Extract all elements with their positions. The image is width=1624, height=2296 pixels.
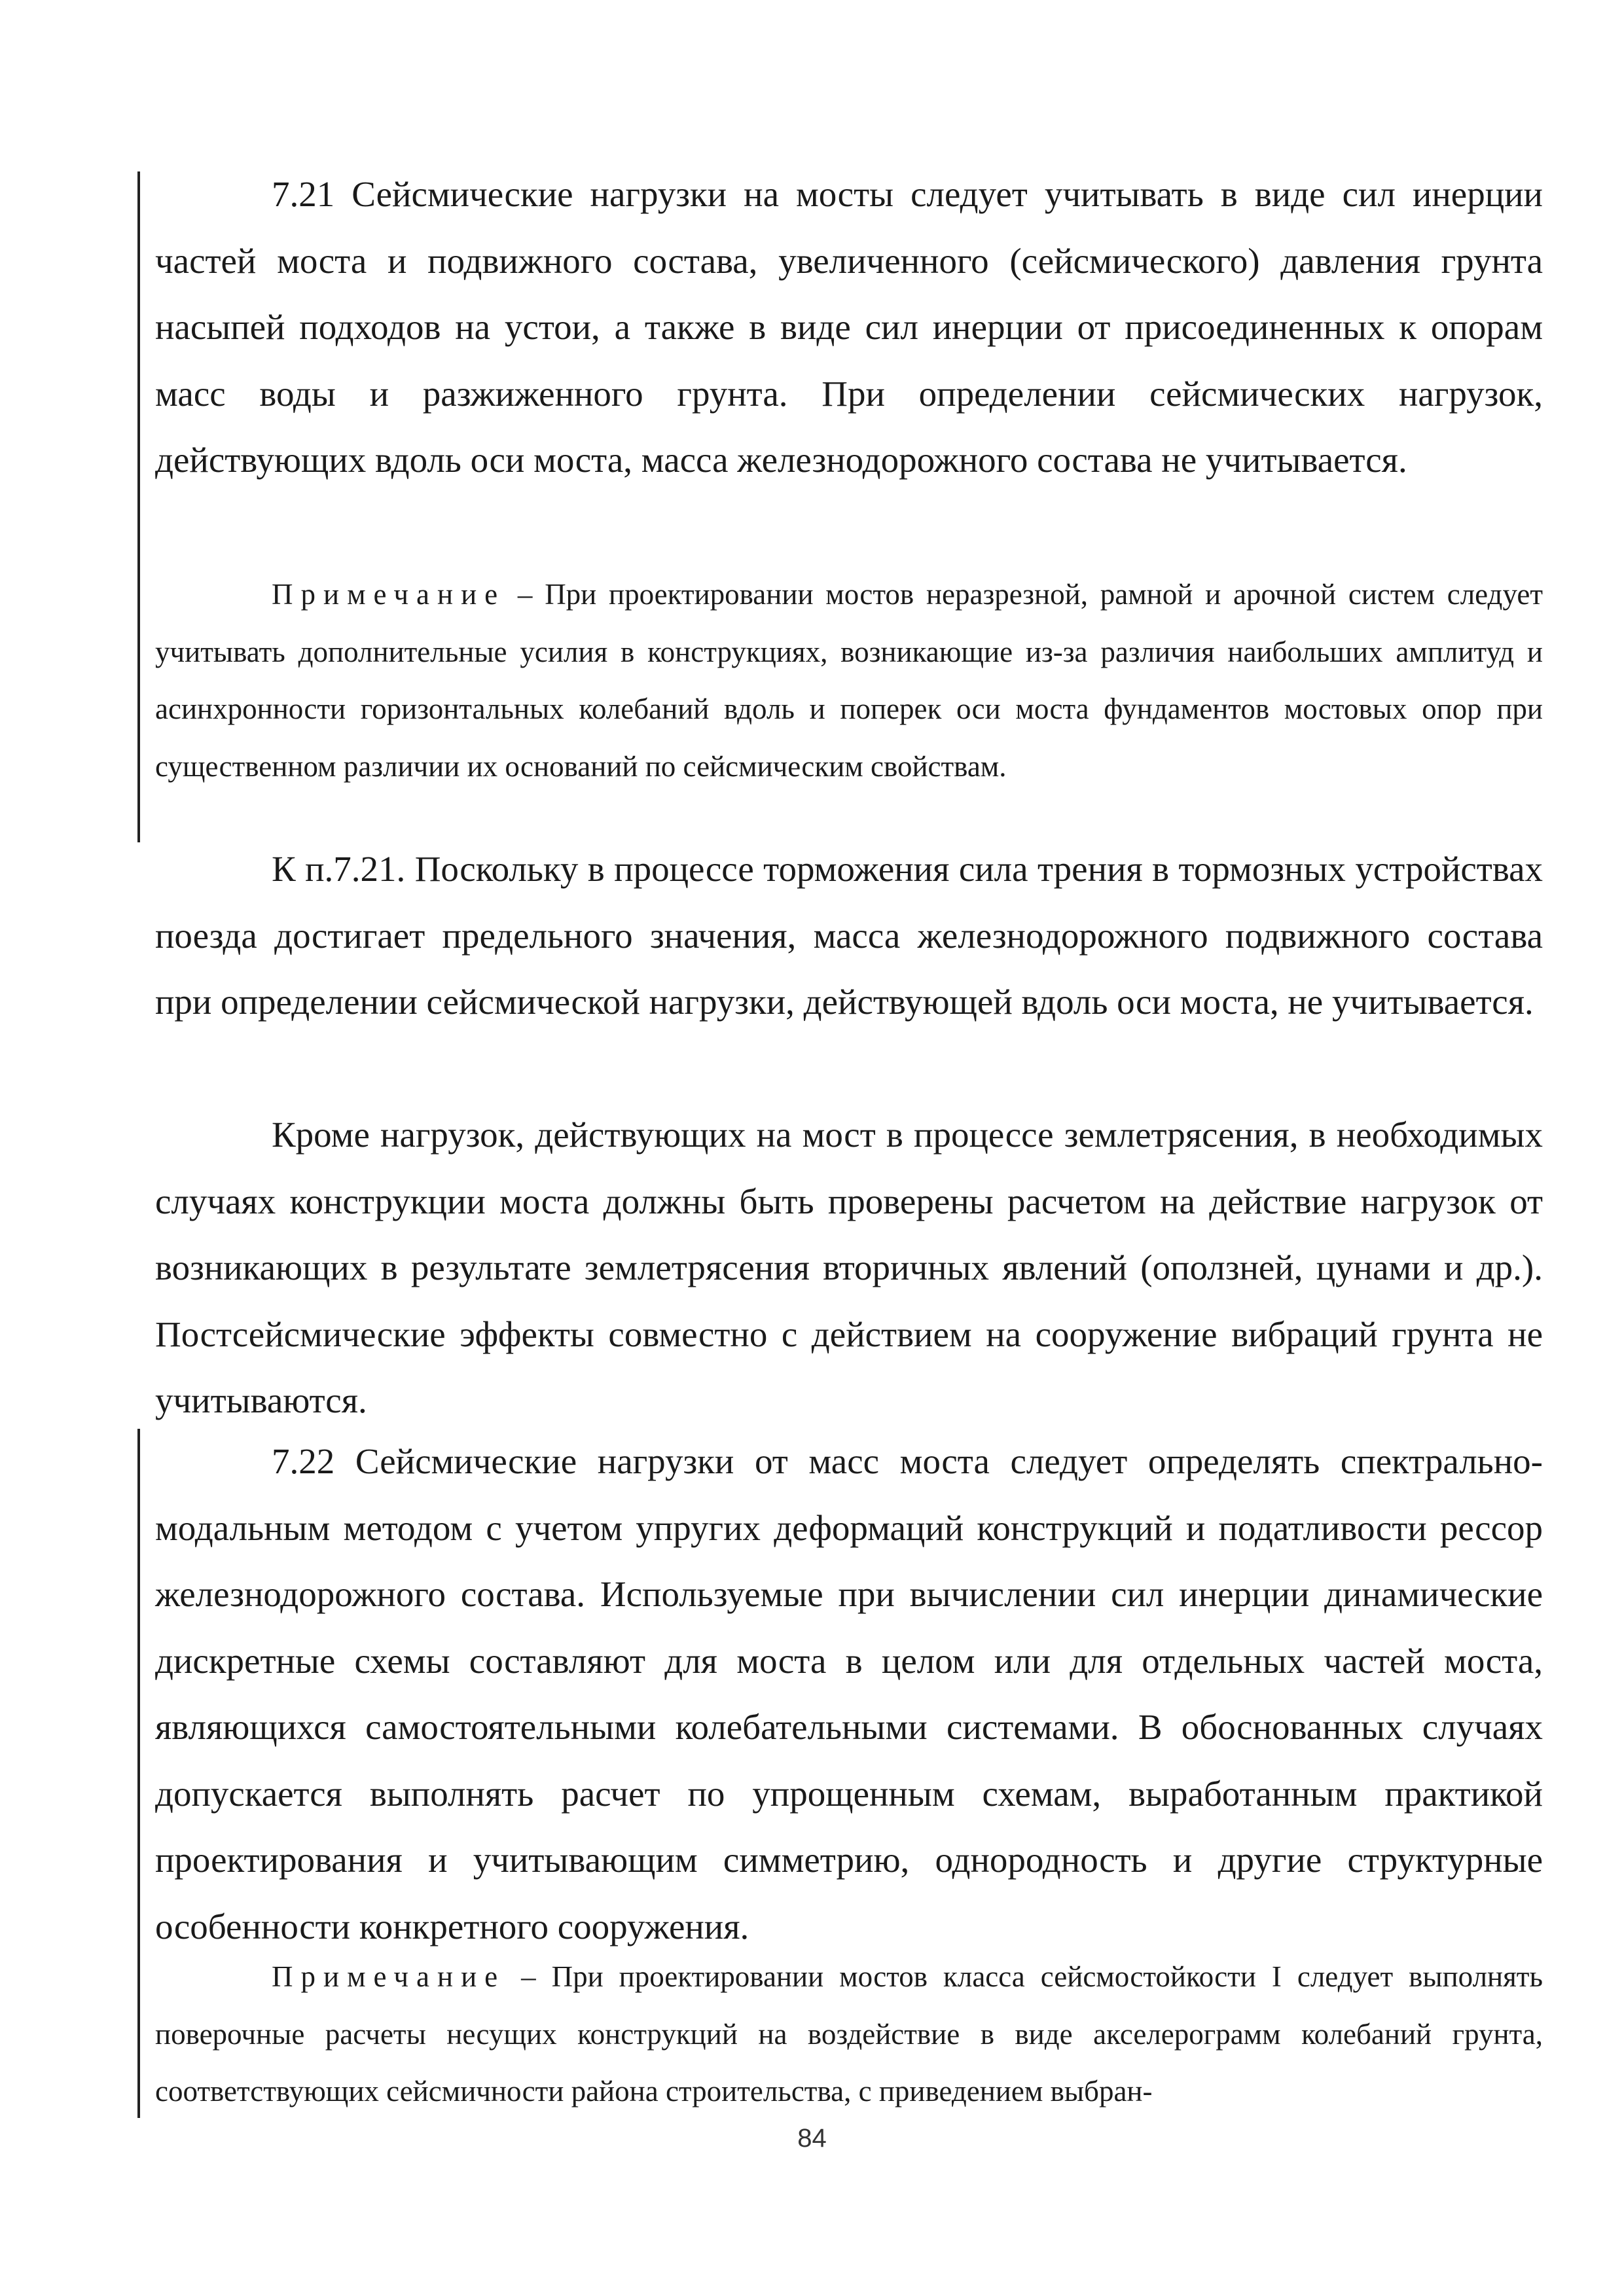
note-7-21 bbox=[155, 566, 1543, 795]
paragraph-7-22: 7.22 Сейсмические нагрузки от масс моста следует определять спектрально-модальным методом с учетом упругих деформаций конструкций и податливости рессор железнодорожного состава. Используемые при вычислении сил инерции динамические дискретные схемы составляют для моста в целом или для отдельных частей моста, являющихся самостоятельными колебательными системами. В обоснованных случаях допускается выполнять расчет по упрощенным схемам, выработанным практикой проектирования и учитывающим симметрию, однородность и другие структурные особенности конкретного сооружения. bbox=[155, 1441, 1543, 1946]
note-label: Примечание bbox=[272, 578, 506, 611]
note-text: – При проектировании мостов неразрезной, рамной и арочной систем следует учитывать дополнительные усилия в конструкциях, возникающие из-за различия наибольших амплитуд и асинхронности горизонтальных колебаний вдоль и поперек оси моста фундаментов мостовых опор при существенном различии их оснований по сейсмическим свойствам. bbox=[155, 578, 1543, 783]
change-bar bbox=[137, 171, 140, 842]
note-text: – При проектировании мостов класса сейсмостойкости I следует выполнять поверочные расчеты несущих конструкций на воздействие в виде акселерограмм колебаний грунта, соответствующих сейсмичности района строительства, с приведением выбран- bbox=[155, 1960, 1543, 2108]
note-7-22 bbox=[155, 1948, 1543, 2121]
paragraph-7-21: 7.21 Сейсмические нагрузки на мосты следует учитывать в виде сил инерции частей моста и подвижного состава, увеличенного (сейсмического) давления грунта насыпей подходов на устои, а также в виде сил инерции от присоединенных к опорам масс воды и разжиженного грунта. При определении сейсмических нагрузок, действующих вдоль оси моста, масса железнодорожного состава не учитывается. bbox=[155, 174, 1543, 480]
paragraph-secondary-effects: Кроме нагрузок, действующих на мост в процессе землетрясения, в необходимых случаях конструкции моста должны быть проверены расчетом на действие нагрузок от возникающих в результате землетрясения вторичных явлений (оползней, цунами и др.). Постсейсмические эффекты совместно с действием на сооружение вибраций грунта не учитываются. bbox=[155, 1115, 1543, 1420]
page-number: 84 bbox=[797, 2124, 827, 2153]
change-bar bbox=[137, 1429, 140, 2118]
commentary-7-21: К п.7.21. Поскольку в процессе торможения сила трения в тормозных устройствах поезда достигает предельного значения, масса железнодорожного подвижного состава при определении сейсмической нагрузки, действующей вдоль оси моста, не учитывается. bbox=[155, 849, 1543, 1022]
note-label: Примечание bbox=[272, 1960, 506, 1993]
